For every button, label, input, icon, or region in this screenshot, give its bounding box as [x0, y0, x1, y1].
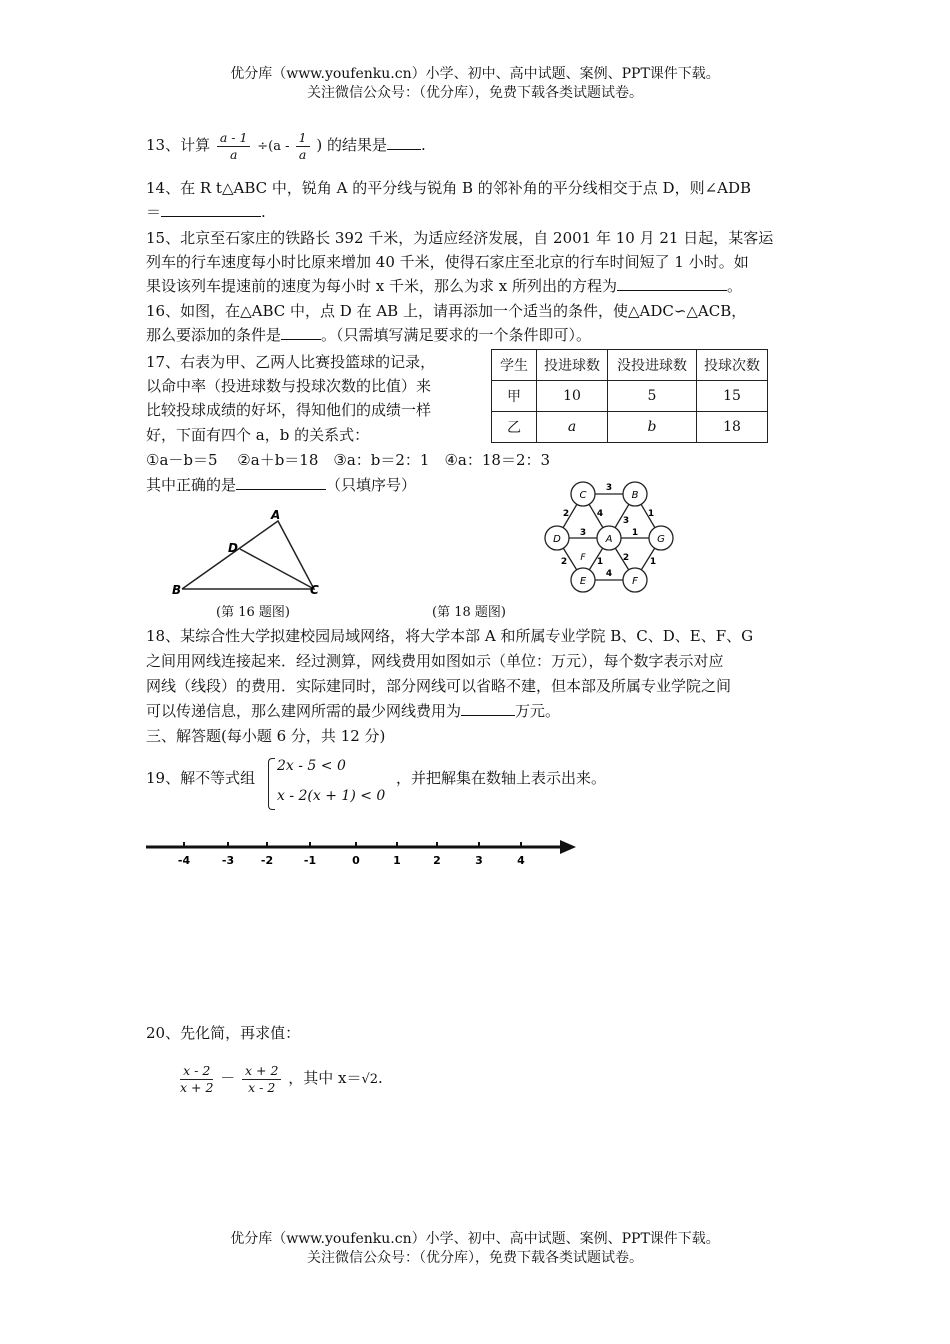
svg-text:3: 3	[579, 528, 587, 538]
footer-line-1: 优分库（www.youfenku.cn）小学、初中、高中试题、案例、PPT课件下载。	[230, 1231, 720, 1247]
tick-label: -1	[303, 854, 317, 867]
question-18-line-4: 可以传递信息，那么建网所需的最少网线费用为 万元。	[146, 702, 561, 720]
svg-text:C: C	[579, 490, 587, 501]
answer-blank	[281, 325, 321, 340]
svg-text:F: F	[632, 576, 638, 587]
svg-text:3: 3	[622, 516, 630, 526]
svg-text:D: D	[553, 534, 561, 545]
svg-text:3: 3	[605, 483, 613, 493]
svg-text:1: 1	[649, 557, 657, 567]
question-16-line-1: 16、如图，在△ABC 中，点 D 在 AB 上，请再添加一个适当的条件，使△ADC∽△ACB，	[146, 302, 747, 320]
question-19-suffix: ，并把解集在数轴上表示出来。	[396, 769, 607, 787]
question-18-line-2: 之间用网线连接起来．经过测算，网线费用如图如示（单位：万元），每个数字表示对应	[146, 652, 724, 670]
svg-text:2: 2	[560, 557, 568, 567]
header-line-2: 关注微信公众号：（优分库），免费下载各类试题试卷。	[307, 85, 643, 101]
answer-blank	[461, 701, 515, 716]
svg-text:2: 2	[622, 553, 630, 563]
question-15-line-3: 果设该列车提速前的速度为每小时 x 千米，那么为求 x 所列出的方程为 。	[146, 277, 743, 295]
page-header	[0, 65, 950, 103]
question-20-title: 20、先化简，再求值：	[146, 1024, 301, 1042]
number-line	[140, 836, 580, 870]
table-row: 乙 a b 18	[492, 412, 768, 443]
footer-line-2: 关注微信公众号：（优分库），免费下载各类试题试卷。	[307, 1250, 643, 1266]
svg-text:G: G	[657, 534, 665, 545]
tick-label: -2	[260, 854, 274, 867]
label-b: B	[172, 583, 182, 597]
tick-label: 4	[517, 854, 525, 867]
svg-text:A: A	[605, 534, 613, 545]
question-14-line-2: ＝ .	[146, 203, 266, 221]
svg-text:2: 2	[562, 509, 570, 519]
tick-label: 1	[393, 854, 401, 867]
fraction-1: $\frac{x - 2}{x + 2}$	[180, 1062, 214, 1095]
question-17-answer: 其中正确的是 （只填序号）	[146, 476, 417, 494]
question-16-line-2: 那么要添加的条件是 。（只需填写满足要求的一个条件即可）。	[146, 326, 592, 344]
table-header-row: 学生 投进球数 没投进球数 投球次数	[492, 350, 768, 381]
question-17-line-3: 比较投球成绩的好坏，得知他们的成绩一样	[146, 401, 432, 419]
svg-text:B: B	[631, 490, 639, 501]
svg-text:E: E	[579, 576, 587, 587]
page-footer	[0, 1230, 950, 1268]
question-15-line-1: 15、北京至石家庄的铁路长 392 千米，为适应经济发展，自 2001 年 10 月 21 日起，某客运	[146, 229, 774, 247]
fraction-2: $\frac{x + 2}{x - 2}$	[242, 1063, 281, 1096]
figure-18-caption: (第 18 题图)	[432, 605, 506, 620]
svg-text:1: 1	[596, 557, 604, 567]
svg-text:1: 1	[647, 509, 655, 519]
question-13: 13、计算 $\frac{a - 1}{a}$ ÷(a - $\frac{1}{a}$ ) 的结果是 .	[146, 129, 426, 162]
figure-18-network	[540, 478, 680, 598]
fraction-2: $\frac{1}{a}$	[296, 130, 310, 163]
label-c: C	[310, 583, 319, 597]
question-14-line-1: 14、在 R t△ABC 中，锐角 A 的平分线与锐角 B 的邻补角的平分线相交于点 D，则∠ADB	[146, 179, 752, 197]
fraction-1: $\frac{a - 1}{a}$	[217, 130, 251, 163]
label-a: A	[271, 508, 281, 522]
answer-blank	[236, 475, 326, 490]
inequality-2: x - 2(x + 1) < 0	[277, 788, 386, 804]
question-18-line-1: 18、某综合性大学拟建校园局域网络，将大学本部 A 和所属专业学院 B、C、D、E、F、G	[146, 627, 754, 645]
question-17-line-2: 以命中率（投进球数与投球次数的比值）来	[146, 377, 432, 395]
question-17-line-4: 好，下面有四个 a，b 的关系式：	[146, 426, 370, 444]
figure-16-caption: (第 16 题图)	[216, 605, 290, 620]
label-d: D	[228, 541, 238, 555]
tick-label: 3	[475, 854, 483, 867]
answer-blank	[161, 202, 261, 217]
tick-label: 2	[433, 854, 441, 867]
question-17-line-1: 17、右表为甲、乙两人比赛投篮球的记录，	[146, 353, 436, 371]
table-row: 甲 10 5 15	[492, 381, 768, 412]
score-table	[491, 349, 768, 443]
arrow-icon	[560, 840, 576, 854]
sqrt-value: √2	[361, 1072, 379, 1087]
svg-text:1: 1	[631, 528, 639, 538]
question-17-options: ①a－b＝5 ②a＋b＝18 ③a：b＝2：1 ④a：18＝2：3	[146, 451, 551, 469]
system-brace	[268, 758, 275, 810]
figure-16-triangle	[168, 505, 328, 600]
answer-blank	[617, 276, 727, 291]
svg-text:4: 4	[596, 509, 604, 519]
header-line-1: 优分库（www.youfenku.cn）小学、初中、高中试题、案例、PPT课件下载。	[230, 66, 720, 82]
svg-text:F: F	[580, 553, 586, 563]
question-18-line-3: 网线（线段）的费用．实际建同时，部分网线可以省略不建，但本部及所属专业学院之间	[146, 677, 732, 695]
answer-blank	[387, 135, 421, 150]
tick-label: -3	[221, 854, 235, 867]
question-20-expression: $\frac{x - 2}{x + 2}$ － $\frac{x + 2}{x - 2}$ ，其中 x＝√2.	[180, 1062, 383, 1095]
svg-text:4: 4	[605, 569, 613, 579]
tick-label: 0	[352, 854, 360, 867]
inequality-1: 2x - 5 < 0	[277, 758, 346, 774]
section-3-title: 三、解答题(每小题 6 分，共 12 分)	[146, 727, 386, 745]
question-19-prefix: 19、解不等式组	[146, 769, 256, 787]
tick-label: -4	[177, 854, 191, 867]
question-15-line-2: 列车的行车速度每小时比原来增加 40 千米，使得石家庄至北京的行车时间短了 1 小时。如	[146, 253, 749, 271]
